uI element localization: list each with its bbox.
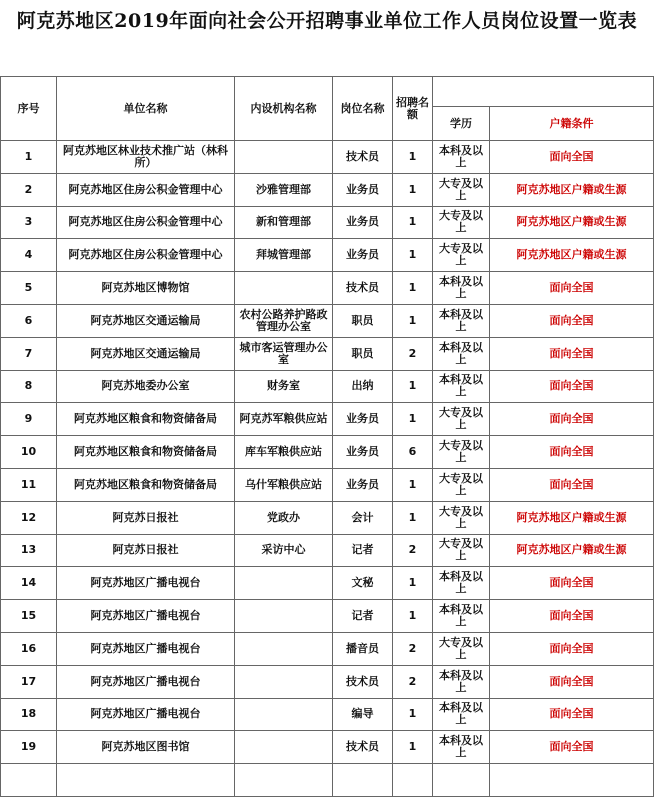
header-unit: 单位名称 xyxy=(57,77,235,141)
row-unit: 阿克苏地区交通运输局 xyxy=(57,304,235,337)
row-seq: 14 xyxy=(1,567,57,600)
row-quota: 1 xyxy=(393,173,433,206)
row-dept xyxy=(235,600,333,633)
row-quota: 1 xyxy=(393,304,433,337)
row-dept xyxy=(235,567,333,600)
row-quota: 1 xyxy=(393,567,433,600)
row-dept: 党政办 xyxy=(235,501,333,534)
row-cutoff-cell xyxy=(433,764,490,797)
row-post: 业务员 xyxy=(333,206,393,239)
row-post: 记者 xyxy=(333,534,393,567)
row-edu: 大专及以上 xyxy=(433,206,490,239)
row-dept xyxy=(235,698,333,731)
row-hukou: 面向全国 xyxy=(490,436,654,469)
row-seq: 5 xyxy=(1,272,57,305)
row-hukou: 面向全国 xyxy=(490,272,654,305)
table-row xyxy=(1,698,654,731)
row-edu: 本科及以上 xyxy=(433,370,490,403)
row-dept xyxy=(235,665,333,698)
row-unit: 阿克苏地区博物馆 xyxy=(57,272,235,305)
row-unit: 阿克苏地委办公室 xyxy=(57,370,235,403)
row-post: 职员 xyxy=(333,304,393,337)
row-edu: 本科及以上 xyxy=(433,304,490,337)
row-unit: 阿克苏地区住房公积金管理中心 xyxy=(57,206,235,239)
row-dept: 采访中心 xyxy=(235,534,333,567)
table-row xyxy=(1,665,654,698)
row-post: 业务员 xyxy=(333,173,393,206)
row-unit: 阿克苏地区住房公积金管理中心 xyxy=(57,173,235,206)
row-unit: 阿克苏地区广播电视台 xyxy=(57,600,235,633)
row-post: 记者 xyxy=(333,600,393,633)
table-row xyxy=(1,567,654,600)
row-edu: 大专及以上 xyxy=(433,468,490,501)
row-hukou: 面向全国 xyxy=(490,337,654,370)
row-hukou: 面向全国 xyxy=(490,370,654,403)
row-edu: 大专及以上 xyxy=(433,632,490,665)
table-row xyxy=(1,304,654,337)
row-post: 业务员 xyxy=(333,403,393,436)
header-edu: 学历 xyxy=(433,107,490,141)
row-seq: 15 xyxy=(1,600,57,633)
row-quota: 1 xyxy=(393,731,433,764)
row-post: 会计 xyxy=(333,501,393,534)
row-edu: 本科及以上 xyxy=(433,141,490,174)
table-row xyxy=(1,731,654,764)
row-seq: 8 xyxy=(1,370,57,403)
row-seq: 1 xyxy=(1,141,57,174)
row-dept: 阿克苏军粮供应站 xyxy=(235,403,333,436)
row-post: 技术员 xyxy=(333,272,393,305)
table-row xyxy=(1,370,654,403)
row-edu: 大专及以上 xyxy=(433,403,490,436)
row-post: 业务员 xyxy=(333,436,393,469)
row-post: 文秘 xyxy=(333,567,393,600)
row-hukou: 面向全国 xyxy=(490,665,654,698)
row-quota: 2 xyxy=(393,665,433,698)
table-row xyxy=(1,403,654,436)
row-quota: 2 xyxy=(393,337,433,370)
row-cutoff-cell xyxy=(333,764,393,797)
header-hukou: 户籍条件 xyxy=(490,107,654,141)
header-post: 岗位名称 xyxy=(333,77,393,141)
header-row-top xyxy=(1,77,654,107)
row-unit: 阿克苏地区图书馆 xyxy=(57,731,235,764)
row-cutoff-cell xyxy=(235,764,333,797)
table-row xyxy=(1,173,654,206)
row-unit: 阿克苏日报社 xyxy=(57,534,235,567)
row-seq: 17 xyxy=(1,665,57,698)
row-hukou: 阿克苏地区户籍或生源 xyxy=(490,173,654,206)
row-seq: 18 xyxy=(1,698,57,731)
row-seq: 19 xyxy=(1,731,57,764)
row-quota: 1 xyxy=(393,141,433,174)
row-cutoff-cell xyxy=(1,764,57,797)
row-seq: 12 xyxy=(1,501,57,534)
table-row xyxy=(1,206,654,239)
row-seq: 10 xyxy=(1,436,57,469)
row-hukou: 面向全国 xyxy=(490,731,654,764)
table-row-cutoff xyxy=(1,764,654,797)
row-edu: 大专及以上 xyxy=(433,534,490,567)
row-seq: 16 xyxy=(1,632,57,665)
row-edu: 本科及以上 xyxy=(433,698,490,731)
row-dept: 农村公路养护路政管理办公室 xyxy=(235,304,333,337)
row-post: 技术员 xyxy=(333,141,393,174)
row-quota: 1 xyxy=(393,370,433,403)
row-post: 业务员 xyxy=(333,239,393,272)
row-quota: 1 xyxy=(393,698,433,731)
row-seq: 2 xyxy=(1,173,57,206)
row-post: 技术员 xyxy=(333,665,393,698)
row-unit: 阿克苏地区交通运输局 xyxy=(57,337,235,370)
row-hukou: 面向全国 xyxy=(490,403,654,436)
row-dept: 新和管理部 xyxy=(235,206,333,239)
row-unit: 阿克苏地区广播电视台 xyxy=(57,632,235,665)
row-unit: 阿克苏地区广播电视台 xyxy=(57,698,235,731)
row-quota: 2 xyxy=(393,632,433,665)
table-row xyxy=(1,272,654,305)
row-post: 编导 xyxy=(333,698,393,731)
row-dept: 库车军粮供应站 xyxy=(235,436,333,469)
row-unit: 阿克苏地区粮食和物资储备局 xyxy=(57,403,235,436)
row-hukou: 阿克苏地区户籍或生源 xyxy=(490,239,654,272)
row-edu: 大专及以上 xyxy=(433,436,490,469)
row-edu: 本科及以上 xyxy=(433,600,490,633)
row-hukou: 面向全国 xyxy=(490,468,654,501)
row-cutoff-cell xyxy=(57,764,235,797)
row-post: 出纳 xyxy=(333,370,393,403)
row-hukou: 面向全国 xyxy=(490,698,654,731)
row-quota: 1 xyxy=(393,239,433,272)
row-hukou: 阿克苏地区户籍或生源 xyxy=(490,206,654,239)
row-seq: 13 xyxy=(1,534,57,567)
row-edu: 本科及以上 xyxy=(433,665,490,698)
row-edu: 大专及以上 xyxy=(433,173,490,206)
row-edu: 大专及以上 xyxy=(433,239,490,272)
table-row xyxy=(1,337,654,370)
row-edu: 本科及以上 xyxy=(433,731,490,764)
row-unit: 阿克苏地区广播电视台 xyxy=(57,567,235,600)
row-dept xyxy=(235,731,333,764)
positions-table xyxy=(0,76,654,797)
row-dept: 乌什军粮供应站 xyxy=(235,468,333,501)
row-dept xyxy=(235,141,333,174)
row-quota: 1 xyxy=(393,206,433,239)
header-blank xyxy=(433,77,654,107)
row-hukou: 面向全国 xyxy=(490,304,654,337)
row-quota: 6 xyxy=(393,436,433,469)
row-post: 播音员 xyxy=(333,632,393,665)
row-seq: 7 xyxy=(1,337,57,370)
row-seq: 3 xyxy=(1,206,57,239)
row-post: 业务员 xyxy=(333,468,393,501)
table-row xyxy=(1,468,654,501)
row-unit: 阿克苏地区粮食和物资储备局 xyxy=(57,436,235,469)
row-edu: 本科及以上 xyxy=(433,337,490,370)
header-dept: 内设机构名称 xyxy=(235,77,333,141)
row-hukou: 面向全国 xyxy=(490,141,654,174)
row-hukou: 面向全国 xyxy=(490,600,654,633)
row-post: 技术员 xyxy=(333,731,393,764)
page-title: 阿克苏地区2019年面向社会公开招聘事业单位工作人员岗位设置一览表 xyxy=(16,10,638,32)
row-dept: 财务室 xyxy=(235,370,333,403)
row-quota: 1 xyxy=(393,600,433,633)
row-dept: 拜城管理部 xyxy=(235,239,333,272)
row-seq: 6 xyxy=(1,304,57,337)
row-dept xyxy=(235,632,333,665)
table-row xyxy=(1,534,654,567)
row-seq: 4 xyxy=(1,239,57,272)
row-cutoff-cell xyxy=(490,764,654,797)
row-dept: 城市客运管理办公室 xyxy=(235,337,333,370)
row-unit: 阿克苏地区林业技术推广站（林科所） xyxy=(57,141,235,174)
row-quota: 1 xyxy=(393,272,433,305)
row-hukou: 面向全国 xyxy=(490,632,654,665)
row-dept: 沙雅管理部 xyxy=(235,173,333,206)
row-seq: 11 xyxy=(1,468,57,501)
row-edu: 本科及以上 xyxy=(433,272,490,305)
table-row xyxy=(1,436,654,469)
table-row xyxy=(1,239,654,272)
row-edu: 大专及以上 xyxy=(433,501,490,534)
header-seq: 序号 xyxy=(1,77,57,141)
row-edu: 本科及以上 xyxy=(433,567,490,600)
table-body xyxy=(1,141,654,797)
row-unit: 阿克苏地区广播电视台 xyxy=(57,665,235,698)
row-quota: 1 xyxy=(393,403,433,436)
row-unit: 阿克苏地区粮食和物资储备局 xyxy=(57,468,235,501)
row-hukou: 面向全国 xyxy=(490,567,654,600)
row-quota: 2 xyxy=(393,534,433,567)
row-quota: 1 xyxy=(393,501,433,534)
row-unit: 阿克苏地区住房公积金管理中心 xyxy=(57,239,235,272)
table-row xyxy=(1,632,654,665)
row-unit: 阿克苏日报社 xyxy=(57,501,235,534)
row-quota: 1 xyxy=(393,468,433,501)
table-row xyxy=(1,501,654,534)
row-dept xyxy=(235,272,333,305)
table-row xyxy=(1,600,654,633)
row-post: 职员 xyxy=(333,337,393,370)
row-seq: 9 xyxy=(1,403,57,436)
row-cutoff-cell xyxy=(393,764,433,797)
header-quota: 招聘名额 xyxy=(393,77,433,141)
row-hukou: 阿克苏地区户籍或生源 xyxy=(490,501,654,534)
row-hukou: 阿克苏地区户籍或生源 xyxy=(490,534,654,567)
table-row xyxy=(1,141,654,174)
